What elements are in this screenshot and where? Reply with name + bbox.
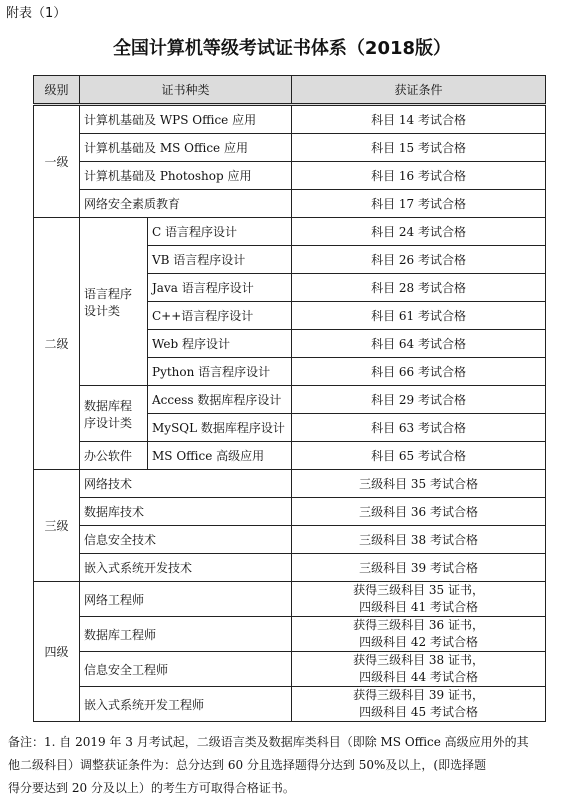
table-row <box>34 190 546 218</box>
cert-name: 网络技术 <box>80 470 292 498</box>
header-level: 级别 <box>34 76 80 105</box>
condition-line-2: 四级科目 41 考试合格 <box>359 600 478 614</box>
cert-condition: 科目 16 考试合格 <box>292 162 546 190</box>
cert-condition: 科目 26 考试合格 <box>292 246 546 274</box>
cert-name: MS Office 高级应用 <box>148 442 292 470</box>
cert-name: MySQL 数据库程序设计 <box>148 414 292 442</box>
cert-condition: 三级科目 35 考试合格 <box>292 470 546 498</box>
table-row <box>34 582 546 617</box>
condition-line-1: 获得三级科目 35 证书， <box>353 583 484 597</box>
cert-name: Access 数据库程序设计 <box>148 386 292 414</box>
category-cell: 语言程序设计类 <box>80 218 148 386</box>
cert-condition: 科目 66 考试合格 <box>292 358 546 386</box>
condition-line-2: 四级科目 42 考试合格 <box>359 635 478 649</box>
table-row <box>34 554 546 582</box>
table-row <box>34 652 546 687</box>
cert-condition: 科目 24 考试合格 <box>292 218 546 246</box>
table-row <box>34 218 546 246</box>
certificate-table <box>33 75 546 722</box>
table-row <box>34 617 546 652</box>
cert-name: 嵌入式系统开发技术 <box>80 554 292 582</box>
cert-condition: 科目 29 考试合格 <box>292 386 546 414</box>
cert-name: Web 程序设计 <box>148 330 292 358</box>
cert-condition: 科目 15 考试合格 <box>292 134 546 162</box>
table-row <box>34 470 546 498</box>
cert-name: C++语言程序设计 <box>148 302 292 330</box>
page-title: 全国计算机等级考试证书体系（2018版） <box>112 38 452 59</box>
cert-condition: 科目 61 考试合格 <box>292 302 546 330</box>
cert-name: 计算机基础及 WPS Office 应用 <box>80 105 292 134</box>
category-cell: 办公软件 <box>80 442 148 470</box>
cert-name: Python 语言程序设计 <box>148 358 292 386</box>
cert-name: 数据库技术 <box>80 498 292 526</box>
notes <box>8 731 556 800</box>
cert-condition: 科目 28 考试合格 <box>292 274 546 302</box>
note-line-2: 他二级科目）调整获证条件为：总分达到 60 分且选择题得分达到 50%及以上，(即选择题 <box>8 758 487 772</box>
cert-name: 计算机基础及 MS Office 应用 <box>80 134 292 162</box>
condition-line-1: 获得三级科目 38 证书， <box>353 653 484 667</box>
appendix-label: 附表（1） <box>6 6 67 21</box>
table-row <box>34 526 546 554</box>
cert-name: Java 语言程序设计 <box>148 274 292 302</box>
condition-line-1: 获得三级科目 36 证书， <box>353 618 484 632</box>
note-line-1: 备注：1. 自 2019 年 3 月考试起，二级语言类及数据库类科目（即除 MS Office 高级应用外的其 <box>8 735 529 749</box>
cert-name: 网络工程师 <box>80 582 292 617</box>
cert-condition <box>292 617 546 652</box>
cert-name: 计算机基础及 Photoshop 应用 <box>80 162 292 190</box>
cert-name: 嵌入式系统开发工程师 <box>80 687 292 722</box>
cert-condition: 科目 14 考试合格 <box>292 105 546 134</box>
cert-condition: 三级科目 38 考试合格 <box>292 526 546 554</box>
cert-name: VB 语言程序设计 <box>148 246 292 274</box>
cert-name: C 语言程序设计 <box>148 218 292 246</box>
cert-condition <box>292 652 546 687</box>
cert-condition: 科目 17 考试合格 <box>292 190 546 218</box>
cert-condition: 科目 63 考试合格 <box>292 414 546 442</box>
note-line-3: 得分要达到 20 分及以上）的考生方可取得合格证书。 <box>8 781 295 795</box>
header-condition: 获证条件 <box>292 76 546 105</box>
table-row <box>34 105 546 134</box>
cert-name: 信息安全工程师 <box>80 652 292 687</box>
level-cell: 四级 <box>34 582 80 722</box>
condition-line-2: 四级科目 44 考试合格 <box>359 670 478 684</box>
cert-condition: 科目 64 考试合格 <box>292 330 546 358</box>
cert-condition <box>292 582 546 617</box>
table-header-row <box>34 76 546 105</box>
header-type: 证书种类 <box>80 76 292 105</box>
condition-line-2: 四级科目 45 考试合格 <box>359 705 478 719</box>
cert-name: 网络安全素质教育 <box>80 190 292 218</box>
table-row <box>34 442 546 470</box>
cert-name: 信息安全技术 <box>80 526 292 554</box>
level-cell: 一级 <box>34 105 80 218</box>
table-row <box>34 162 546 190</box>
table-row <box>34 498 546 526</box>
cert-condition <box>292 687 546 722</box>
condition-line-1: 获得三级科目 39 证书， <box>353 688 484 702</box>
table-row <box>34 134 546 162</box>
level-cell: 三级 <box>34 470 80 582</box>
cert-condition: 科目 65 考试合格 <box>292 442 546 470</box>
cert-condition: 三级科目 39 考试合格 <box>292 554 546 582</box>
cert-name: 数据库工程师 <box>80 617 292 652</box>
level-cell: 二级 <box>34 218 80 470</box>
cert-condition: 三级科目 36 考试合格 <box>292 498 546 526</box>
category-cell: 数据库程序设计类 <box>80 386 148 442</box>
table-row <box>34 687 546 722</box>
table-row <box>34 386 546 414</box>
